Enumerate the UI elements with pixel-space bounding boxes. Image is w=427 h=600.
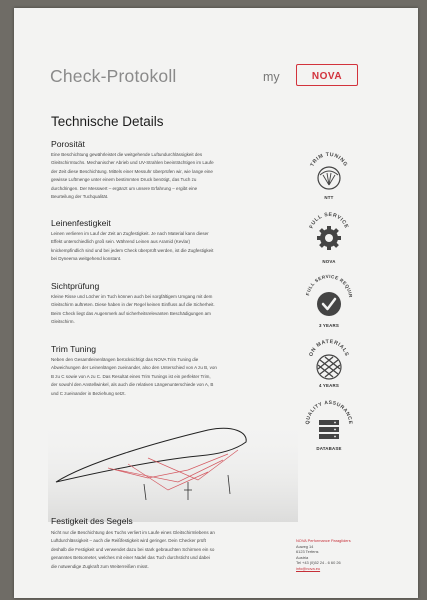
sicht-text: Kleine Risse und Löcher im Tuch können auch bei sorgfältigem Umgang mit dem Gleitschirm auftreten. Diese haben in der Regel keinen Einfluss auf die Sicherheit. Beim Check liegt das Augenmerk auf sicherheitsrelevanten Beschädigungen am Gleitschirm.: [51, 294, 215, 325]
protocol-sheet: [14, 8, 418, 598]
database-server-icon: [319, 420, 339, 439]
trim-text: Neben den Gesamtleinenlängen berücksichtigt das NOVA Trim Tuning die Abweichungen der Leinenlängen zueinander, also den Unterschied von A zu B, von B zu C sowie von A zu C. Das Resultat eines Trim Tunings ist ein perfekter Trim, der sowohl den Anstellwinkel, als auch die relativen Längenunterschiede von A, B und C zueinander in Beziehung setzt.: [51, 357, 217, 396]
full-service-badge: [304, 208, 354, 264]
email-link[interactable]: info@nova.eu: [296, 565, 321, 571]
sicht-title: Sichtprüfung: [51, 281, 100, 291]
materials-badge-label: 4 YEARS: [318, 383, 340, 388]
quality-badge: [304, 400, 354, 451]
fabric-weave-icon: [318, 357, 340, 377]
diagram-background: [48, 420, 298, 522]
company-address: [296, 538, 406, 572]
service-badge-label: NOVA: [322, 259, 336, 264]
required-badge-label: 3 YEARS: [318, 323, 340, 328]
leinen-title: Leinenfestigkeit: [51, 218, 111, 228]
section-title: Technische Details: [51, 114, 164, 129]
address-country: Austria: [296, 554, 309, 560]
segel-title: Festigkeit des Segels: [51, 516, 133, 526]
address-street: Auweg 14: [296, 543, 314, 549]
trim-tuning-badge: [304, 148, 354, 198]
materials-badge: [304, 338, 354, 388]
trim-title: Trim Tuning: [51, 344, 97, 354]
address-city: 6123 Terfens: [296, 549, 319, 555]
svg-text:QUALITY ASSURANCE: QUALITY ASSURANCE: [304, 400, 354, 425]
wing-trim-diagram: [48, 420, 298, 522]
gear-icon: [317, 226, 341, 250]
quality-badge-label: DATABASE: [316, 446, 342, 451]
svg-text:ON MATERIALS: ON MATERIALS: [308, 338, 350, 358]
porositaet-text: Eine Beschichtung gewährleistet die weitgehende Luftundurchlässigkeit des Gleitschirmtuchs. Mechanischer Abrieb und UV-Strahlen beeinträchtigen im Laufe der Zeit diese Beschichtung. Mittels einer Messuhr überprüfen wir, wie lange eine gewisse Luftmenge unter einem bestimmten Druck benötigt, das Tuch zu durchdringen. Der Messwert – ergänzt um unsere Erfahrung – ergibt eine Beurteilung der Tuchqualität.: [51, 152, 214, 200]
service-required-badge: [304, 268, 354, 326]
segel-text: Nicht nur die Beschichtung des Tuchs verliert im Laufe eines Gleitschirmlebens an Luftdurchlässigkeit – auch die Reißfestigkeit wird geringer. Dein Checker prüft deshalb die Festigkeit und verwendet dazu bei stark gebrauchten Schirmen ein so genanntes Betsometer, welches mit einer Nadel das Tuch durchsticht und dabei die notwendige Zugkraft zum Weiterreißen misst.: [51, 530, 215, 569]
svg-text:FULL SERVICE: FULL SERVICE: [308, 211, 350, 230]
leinen-text: Leinen verlieren im Lauf der Zeit an Zugfestigkeit. Je nach Material kann dieser Effekt unterschiedlich groß sein. Während Leinen aus Aramid (Kevlar) knickempfindlich sind und bei jedem Check überprüft werden, ist die Zugfestigkeit bei Dyneema weitgehend konstant.: [51, 231, 214, 262]
svg-text:TRIM TUNING: TRIM TUNING: [309, 151, 349, 168]
trim-badge-label: NTT: [324, 195, 334, 200]
porositaet-title: Porosität: [51, 139, 85, 149]
header-my-text: my: [263, 70, 280, 84]
address-phone: Tel +43 (0)52 24 - 6 60 26: [296, 560, 341, 566]
company-name: NOVA Performance Paragliders: [296, 538, 351, 543]
logo-text: NOVA: [311, 71, 343, 82]
document-title: Check-Protokoll: [50, 66, 177, 86]
nova-logo: [296, 64, 358, 86]
paraglider-icon: [320, 171, 338, 185]
svg-text:NO FULL SERVICE REQUIRED: FULL SERVICE REQUIR: [305, 273, 354, 298]
